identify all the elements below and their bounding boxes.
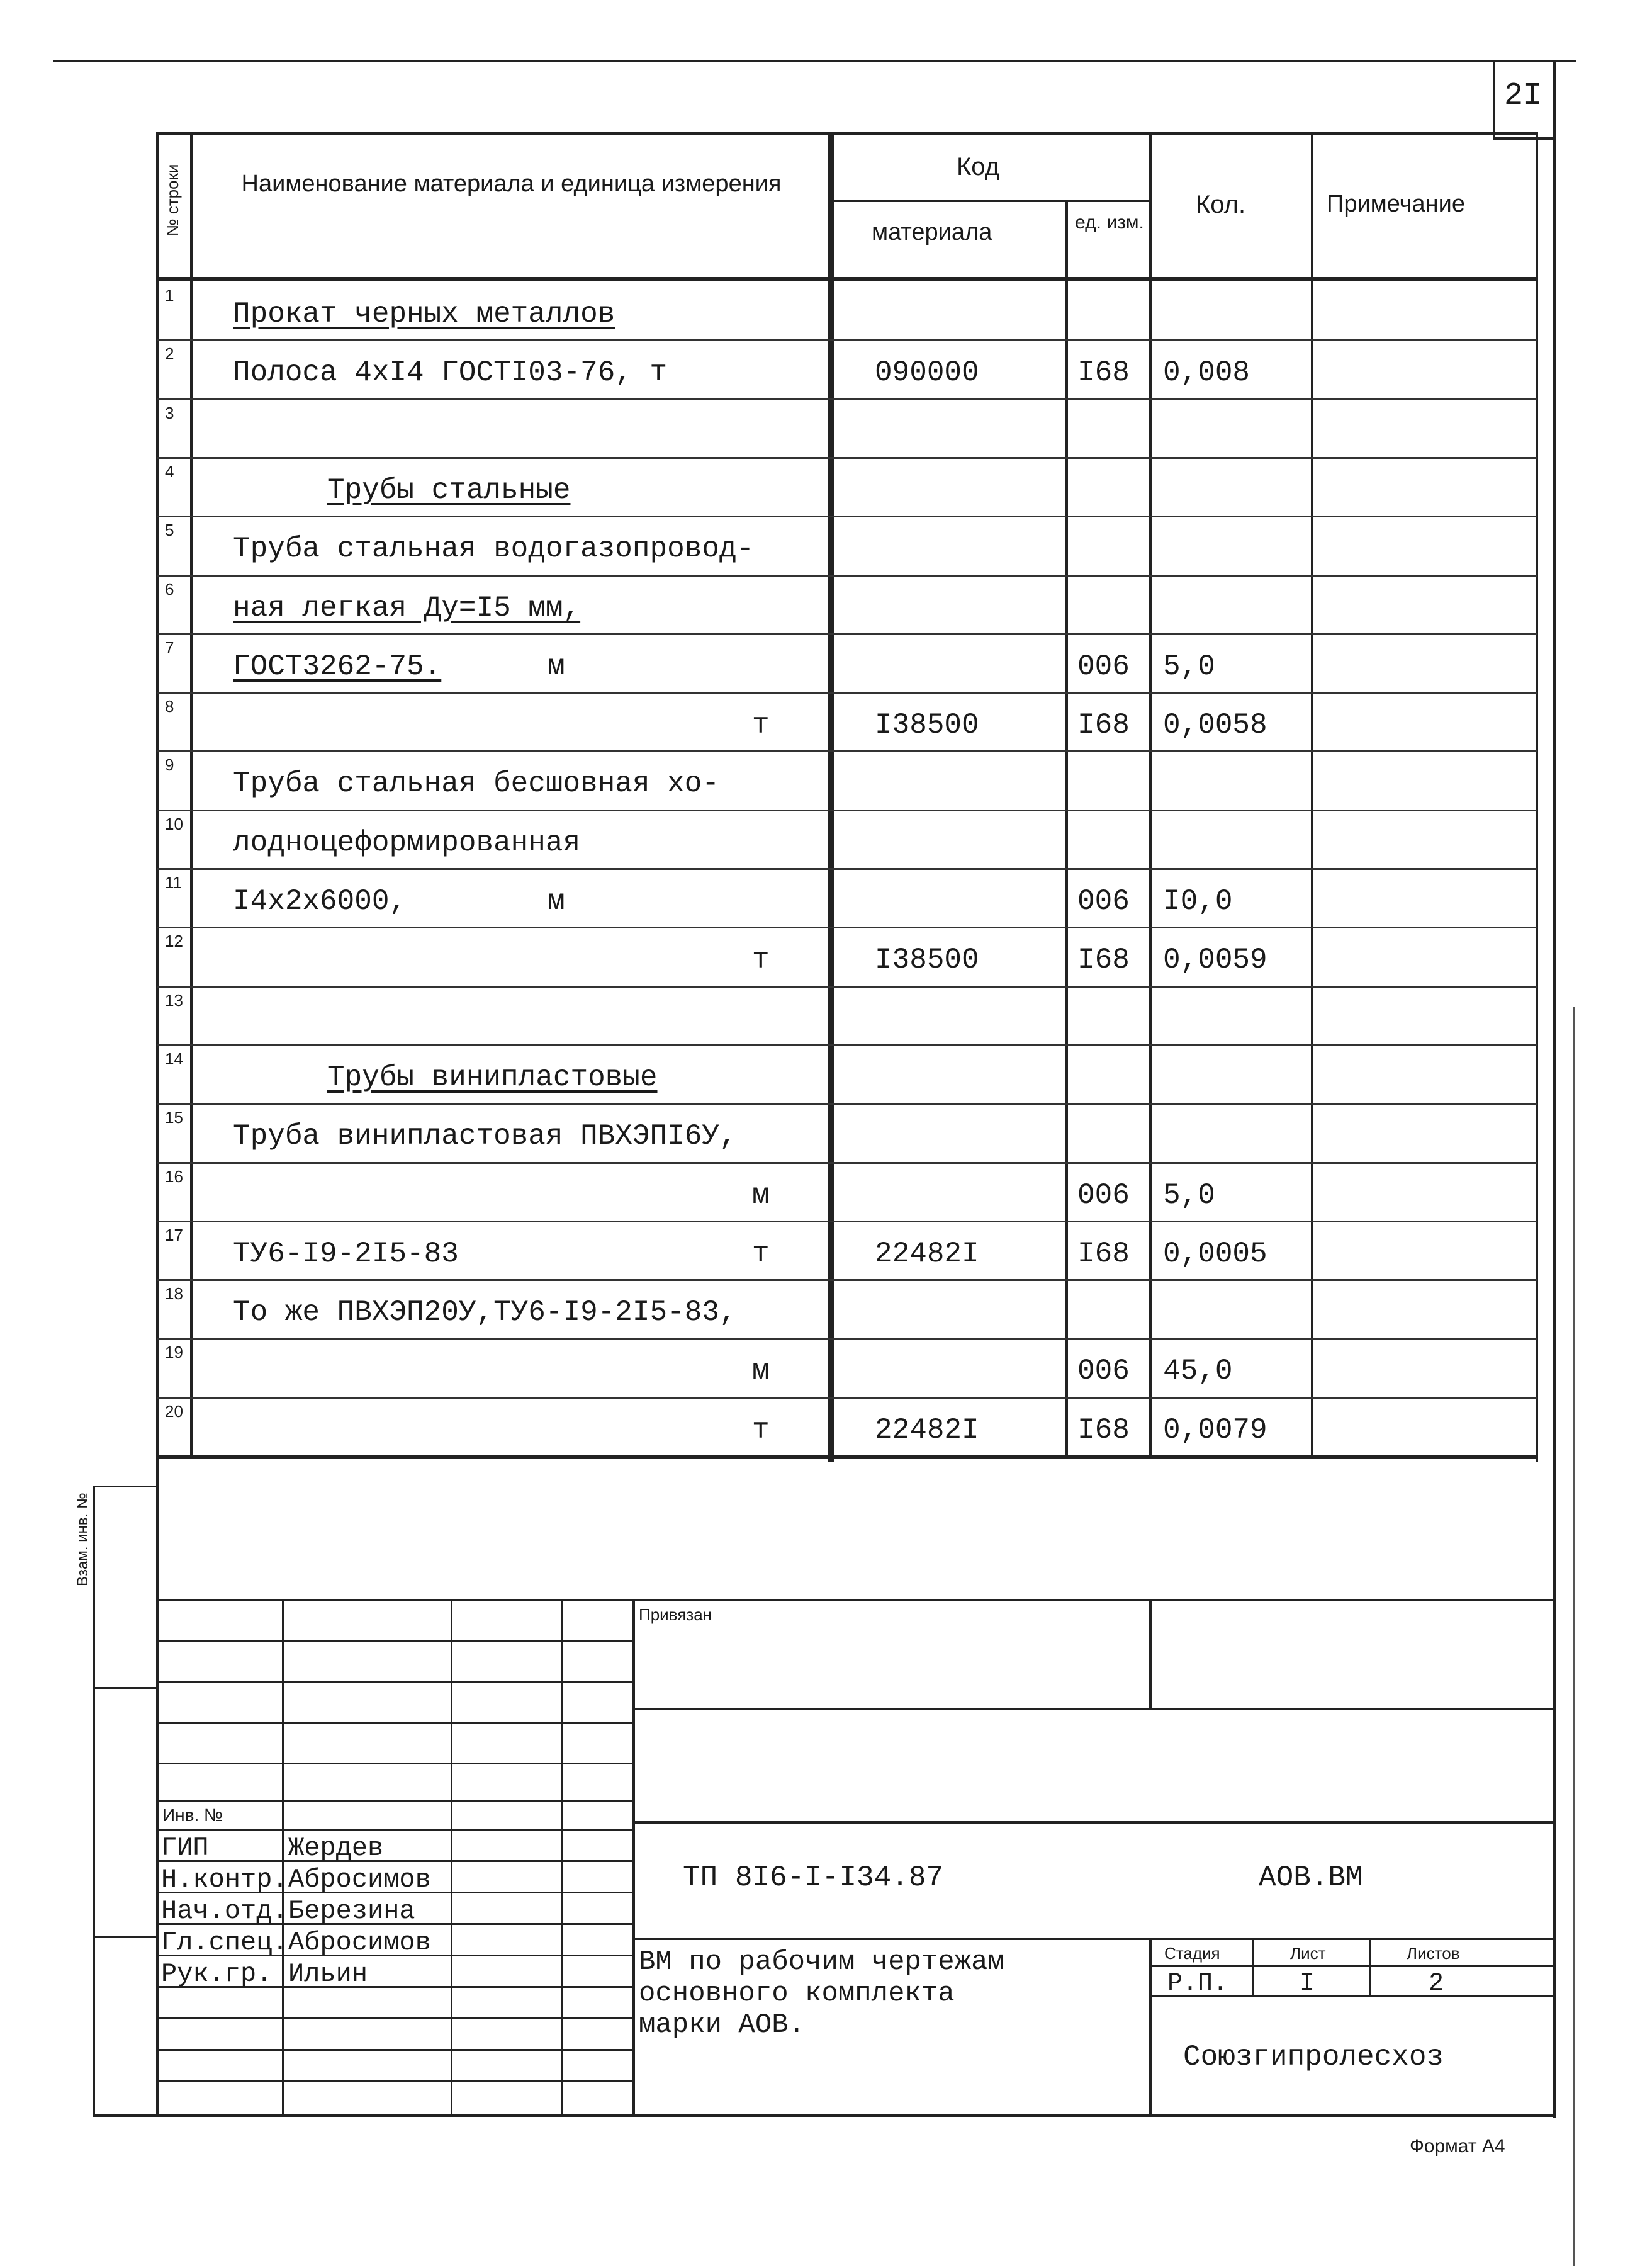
row-divider xyxy=(157,339,1537,341)
tb-h-code xyxy=(632,1821,1553,1824)
sig-h-4 xyxy=(156,1763,634,1764)
side-stamp-rule-c xyxy=(93,1936,156,1938)
signatory-role: Нач.отд. xyxy=(161,1896,288,1926)
row-name: Прокат черных металлов xyxy=(233,298,615,330)
row-divider xyxy=(157,633,1537,635)
tb-top xyxy=(156,1599,1553,1601)
row-code: 090000 xyxy=(875,356,979,389)
sheet-number-box-left xyxy=(1493,60,1495,138)
row-number: 15 xyxy=(165,1108,183,1127)
header-code: Код xyxy=(957,153,1000,181)
row-unit-code: 006 xyxy=(1077,885,1130,918)
row-name: Полоса 4хI4 ГОСТI03-76, т xyxy=(233,356,668,389)
row-name: ГОСТ3262-75. xyxy=(233,650,442,683)
row-unit-mark: т xyxy=(752,1238,770,1270)
privyazan-label: Привязан xyxy=(639,1605,712,1624)
row-number: 3 xyxy=(165,403,174,422)
signatory-name: Березина xyxy=(288,1896,415,1926)
row-divider xyxy=(157,457,1537,459)
row-code: 22482I xyxy=(875,1414,979,1447)
row-number: 4 xyxy=(165,462,174,481)
row-divider xyxy=(157,810,1537,811)
sheets-label: Листов xyxy=(1407,1944,1460,1963)
row-name: ная легкая Ду=I5 мм, xyxy=(233,592,581,624)
row-name: То же ПВХЭП20У,ТУ6-I9-2I5-83, xyxy=(233,1296,737,1329)
sig-h-5 xyxy=(156,1800,634,1802)
row-number: 17 xyxy=(165,1226,183,1244)
row-unit-mark: т xyxy=(752,944,770,976)
header-code-material: материала xyxy=(872,219,992,245)
sig-h-3 xyxy=(156,1722,634,1724)
description-line-2: основного комплекта xyxy=(639,1978,955,2009)
note-col-left xyxy=(1311,133,1313,1458)
side-stamp-vert xyxy=(93,1486,95,2115)
description-line-1: ВМ по рабочим чертежам xyxy=(639,1946,1004,1978)
row-unit-code: 006 xyxy=(1077,650,1130,683)
sig-col-2 xyxy=(451,1599,452,2115)
sig-h-14 xyxy=(156,2080,634,2082)
row-qty: 0,0059 xyxy=(1163,944,1267,976)
row-number: 14 xyxy=(165,1049,183,1068)
row-number: 20 xyxy=(165,1402,183,1421)
signatory-role: ГИП xyxy=(161,1833,209,1863)
row-code: 22482I xyxy=(875,1238,979,1270)
tb-h-privyazan xyxy=(632,1708,1553,1710)
qty-col-left xyxy=(1149,133,1152,1458)
row-qty: 45,0 xyxy=(1163,1355,1233,1387)
tb-h-desc xyxy=(632,1938,1553,1940)
row-divider xyxy=(157,868,1537,870)
header-top xyxy=(156,132,1538,135)
sig-h-13 xyxy=(156,2049,634,2051)
row-divider xyxy=(157,1221,1537,1222)
row-divider xyxy=(157,1397,1537,1399)
header-qty: Кол. xyxy=(1196,191,1246,218)
sig-h-2 xyxy=(156,1681,634,1683)
row-number: 18 xyxy=(165,1284,183,1303)
header-bottom xyxy=(156,277,1538,281)
side-stamp-rule-b xyxy=(93,1687,156,1689)
row-qty: 0,0005 xyxy=(1163,1238,1267,1270)
row-unit-mark: м xyxy=(548,885,565,918)
frame-right-edge xyxy=(1553,60,1556,2118)
stage-label: Стадия xyxy=(1164,1944,1220,1963)
row-number: 16 xyxy=(165,1167,183,1186)
sheet-label: Лист xyxy=(1290,1944,1326,1963)
header-name-text: Наименование материала и единица измерения xyxy=(241,171,782,197)
row-unit-code: 006 xyxy=(1077,1179,1130,1212)
code-subheader-line xyxy=(831,200,1152,202)
row-unit-mark: м xyxy=(752,1355,770,1387)
row-name: ТУ6-I9-2I5-83 xyxy=(233,1238,459,1270)
rownum-col-divider xyxy=(190,133,193,1455)
row-qty: 5,0 xyxy=(1163,1179,1215,1212)
row-number: 6 xyxy=(165,580,174,599)
signatory-name: Жердев xyxy=(288,1833,384,1863)
doc-code: ТП 8I6-I-I34.87 xyxy=(683,1861,944,1894)
row-divider xyxy=(157,986,1537,988)
doc-mark: АОВ.ВМ xyxy=(1259,1861,1363,1894)
row-number: 19 xyxy=(165,1343,183,1362)
row-divider xyxy=(157,750,1537,752)
signatory-name: Абросимов xyxy=(288,1927,431,1958)
side-stamp-rule-a xyxy=(93,1486,156,1487)
signatory-name: Ильин xyxy=(288,1959,368,1989)
row-number: 2 xyxy=(165,344,174,363)
row-unit-code: I68 xyxy=(1077,709,1130,742)
row-code: I38500 xyxy=(875,709,979,742)
sig-h-7 xyxy=(156,1860,634,1862)
top-rule xyxy=(53,60,1576,62)
row-divider xyxy=(157,692,1537,694)
row-qty: 0,0058 xyxy=(1163,709,1267,742)
code-col-left-thick xyxy=(828,133,834,1462)
row-number: 7 xyxy=(165,638,174,657)
sig-col-3 xyxy=(561,1599,563,2115)
row-qty: 5,0 xyxy=(1163,650,1215,683)
tb-main-vert xyxy=(632,1599,635,2115)
header-name xyxy=(195,170,828,199)
unit-col-left xyxy=(1065,201,1068,1457)
table-right-border xyxy=(1536,133,1538,1462)
row-number: 10 xyxy=(165,815,183,833)
signatory-name: Абросимов xyxy=(288,1865,431,1895)
row-divider xyxy=(157,1044,1537,1046)
tb-stage-v3 xyxy=(1369,1938,1371,1997)
row-divider xyxy=(157,1162,1537,1164)
row-qty: I0,0 xyxy=(1163,885,1233,918)
row-unit-code: I68 xyxy=(1077,1414,1130,1447)
row-number: 13 xyxy=(165,991,183,1010)
organization: Союзгипролесхоз xyxy=(1183,2041,1444,2073)
inv-no-label: Инв. № xyxy=(162,1805,223,1825)
signatory-role: Гл.спец. xyxy=(161,1927,288,1958)
row-unit-code: I68 xyxy=(1077,944,1130,976)
sheet-number: 2I xyxy=(1504,78,1542,114)
row-unit-code: 006 xyxy=(1077,1355,1130,1387)
row-unit-mark: м xyxy=(752,1179,770,1212)
row-number: 1 xyxy=(165,286,174,305)
side-label-inv: Взам. инв. № xyxy=(74,1492,91,1586)
row-divider xyxy=(157,398,1537,400)
signatory-role: Рук.гр. xyxy=(161,1959,272,1989)
row-code: I38500 xyxy=(875,944,979,976)
row-qty: 0,0079 xyxy=(1163,1414,1267,1447)
signatory-role: Н.контр. xyxy=(161,1865,288,1895)
row-unit-mark: т xyxy=(752,709,770,742)
description-line-3: марки АОВ. xyxy=(639,2009,806,2041)
sig-h-12 xyxy=(156,2017,634,2019)
header-row-number: № строки xyxy=(163,164,182,237)
row-name: I4х2х6000, xyxy=(233,885,407,918)
row-name: Трубы стальные xyxy=(327,474,571,507)
row-number: 9 xyxy=(165,755,174,774)
row-number: 5 xyxy=(165,521,174,539)
row-divider xyxy=(157,1103,1537,1105)
format-label: Формат А4 xyxy=(1410,2136,1505,2157)
row-name: Труба стальная бесшовная хо- xyxy=(233,767,719,800)
row-name: лодноцеформированная xyxy=(233,827,581,859)
sig-col-1 xyxy=(282,1599,284,2115)
row-name: Труба винипластовая ПВХЭПI6У, xyxy=(233,1120,737,1153)
sig-h-1 xyxy=(156,1640,634,1642)
row-divider xyxy=(157,575,1537,577)
row-divider xyxy=(157,516,1537,517)
sheet-value: I xyxy=(1300,1970,1315,1998)
row-unit-code: I68 xyxy=(1077,1238,1130,1270)
tb-stage-h1 xyxy=(1149,1965,1553,1967)
tb-privyazan-right xyxy=(1149,1599,1152,1709)
row-divider xyxy=(157,927,1537,928)
tb-stage-vert xyxy=(1149,1938,1152,2115)
row-unit-mark: т xyxy=(752,1414,770,1447)
row-qty: 0,008 xyxy=(1163,356,1250,389)
row-name: Трубы винипластовые xyxy=(327,1061,658,1094)
sheet-number-box-bottom xyxy=(1493,137,1556,140)
sig-h-6 xyxy=(156,1829,634,1831)
sheets-value: 2 xyxy=(1429,1970,1444,1998)
margin-right-rule xyxy=(1573,1007,1575,2266)
row-number: 8 xyxy=(165,697,174,716)
row-name: Труба стальная водогазопровод- xyxy=(233,533,755,565)
stage-value: Р.П. xyxy=(1167,1970,1228,1998)
row-number: 12 xyxy=(165,932,183,951)
row-divider xyxy=(157,1279,1537,1281)
header-note: Примечание xyxy=(1327,191,1465,217)
row-divider xyxy=(157,1338,1537,1340)
row-number: 11 xyxy=(165,873,182,892)
tb-stage-v2 xyxy=(1252,1938,1254,1997)
row-unit-mark: м xyxy=(548,650,565,683)
tb-bottom xyxy=(93,2114,1556,2117)
row-unit-code: I68 xyxy=(1077,356,1130,389)
header-code-unit: ед. изм. xyxy=(1075,212,1144,233)
table-bottom xyxy=(156,1455,1538,1459)
